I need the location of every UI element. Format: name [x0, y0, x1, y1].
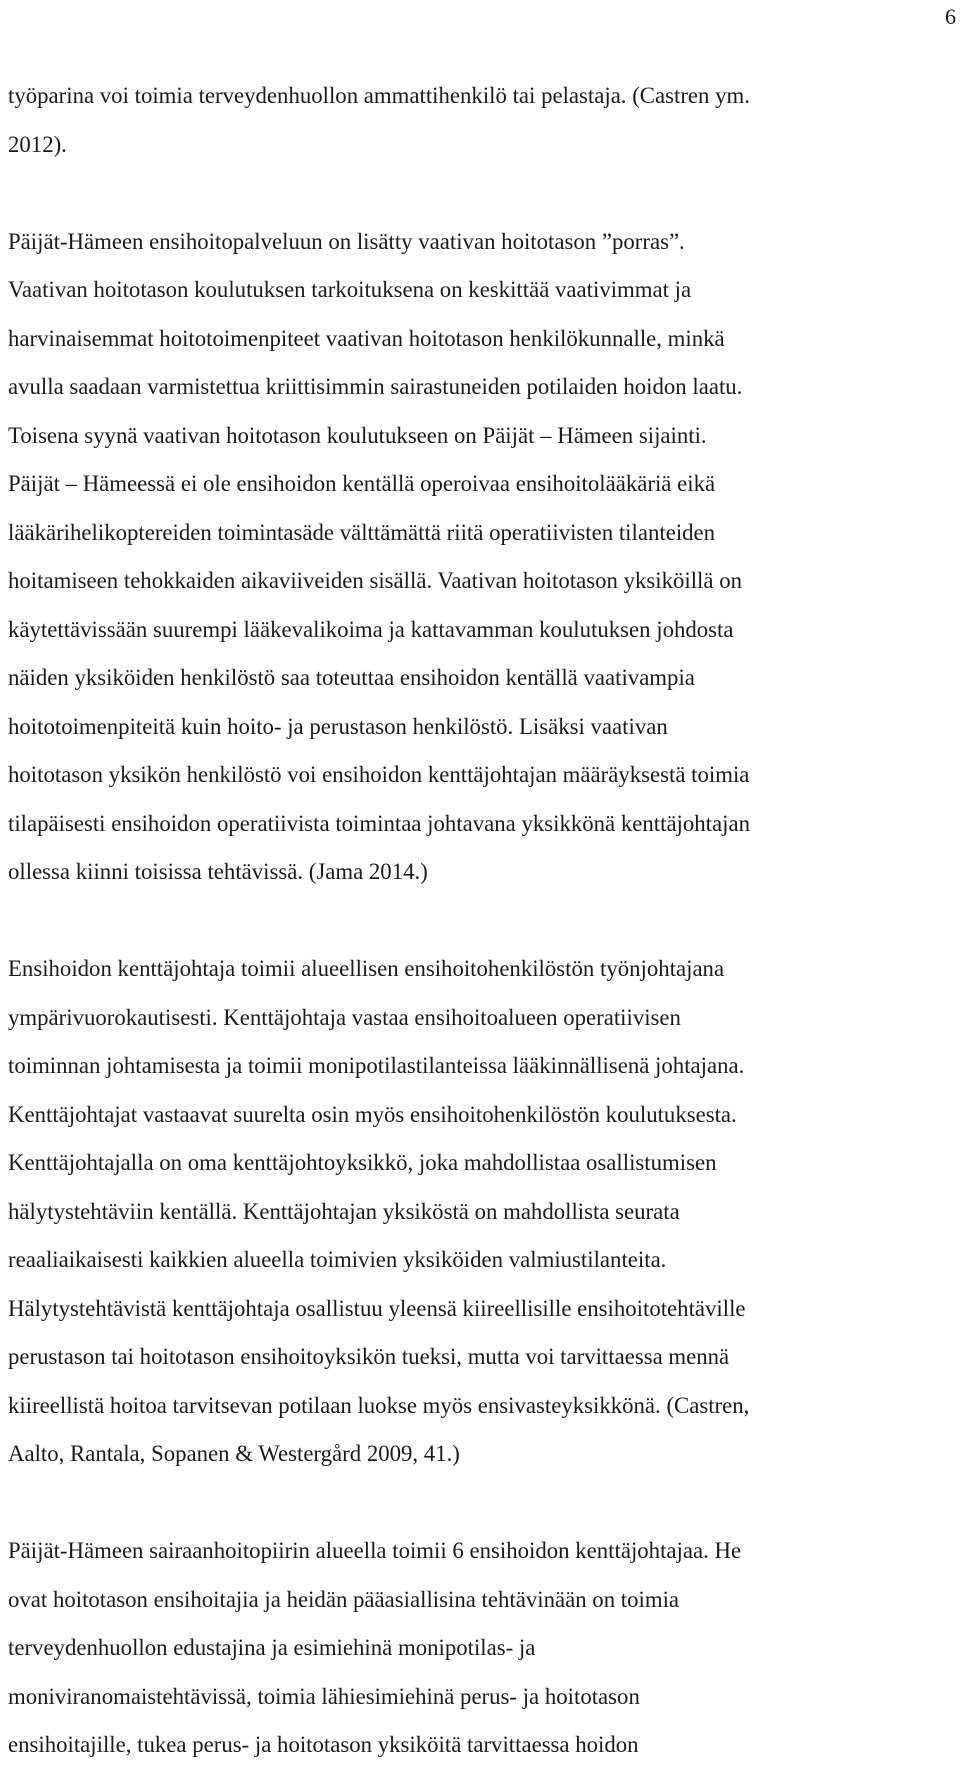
- text-line: hoitotason yksikön henkilöstö voi ensihoidon kenttäjohtajan määräyksestä toimia: [8, 762, 750, 787]
- text-line: Päijät-Hämeen ensihoitopalveluun on lisätty vaativan hoitotason ”porras”.: [8, 228, 685, 254]
- text-line: moniviranomaistehtävissä, toimia lähiesimiehinä perus- ja hoitotason: [8, 1683, 640, 1709]
- paragraph: [8, 72, 953, 169]
- paragraph: [8, 218, 953, 897]
- text-line: Ensihoidon kenttäjohtaja toimii alueellisen ensihoitohenkilöstön työnjohtajana: [8, 956, 725, 981]
- text-line: terveydenhuollon edustajina ja esimiehinä monipotilas- ja: [8, 1635, 536, 1660]
- text-line: Kenttäjohtajalla on oma kenttäjohtoyksikkö, joka mahdollistaa osallistumisen: [8, 1150, 717, 1175]
- text-line: harvinaisemmat hoitotoimenpiteet vaativan hoitotason henkilökunnalle, minkä: [8, 325, 725, 351]
- text-line: lääkärihelikoptereiden toimintasäde välttämättä riitä operatiivisten tilanteiden: [8, 519, 716, 545]
- document-body: [8, 72, 953, 1770]
- text-line: ollessa kiinni toisissa tehtävissä. (Jama 2014.): [8, 859, 428, 884]
- paragraph-gap: [8, 169, 953, 218]
- text-line: tilapäisesti ensihoidon operatiivista toimintaa johtavana yksikkönä kenttäjohtajan: [8, 810, 750, 836]
- text-line: Vaativan hoitotason koulutuksen tarkoituksena on keskittää vaativimmat ja: [8, 277, 692, 302]
- text-line: Hälytystehtävistä kenttäjohtaja osallistuu yleensä kiireellisille ensihoitotehtäville: [8, 1295, 746, 1321]
- text-line: Aalto, Rantala, Sopanen & Westergård 2009, 41.): [8, 1441, 460, 1466]
- text-line: hälytystehtäviin kentällä. Kenttäjohtajan yksiköstä on mahdollista seurata: [8, 1198, 680, 1224]
- text-line: ensihoitajille, tukea perus- ja hoitotason yksiköitä tarvittaessa hoidon: [8, 1732, 639, 1757]
- text-line: 2012).: [8, 131, 67, 157]
- text-line: Kenttäjohtajat vastaavat suurelta osin myös ensihoitohenkilöstön koulutuksesta.: [8, 1101, 737, 1127]
- text-line: kiireellistä hoitoa tarvitsevan potilaan luokse myös ensivasteyksikkönä. (Castren,: [8, 1392, 750, 1418]
- text-line: hoitamiseen tehokkaiden aikaviiveiden sisällä. Vaativan hoitotason yksiköillä on: [8, 568, 742, 593]
- text-line: hoitotoimenpiteitä kuin hoito- ja perustason henkilöstö. Lisäksi vaativan: [8, 713, 668, 739]
- page-number: 6: [945, 4, 956, 29]
- text-line: Päijät-Hämeen sairaanhoitopiirin alueella toimii 6 ensihoidon kenttäjohtajaa. He: [8, 1538, 742, 1563]
- text-line: avulla saadaan varmistettua kriittisimmin sairastuneiden potilaiden hoidon laatu.: [8, 374, 743, 399]
- paragraph: [8, 945, 953, 1479]
- text-line: ovat hoitotason ensihoitajia ja heidän pääasiallisina tehtävinään on toimia: [8, 1586, 680, 1612]
- text-line: työparina voi toimia terveydenhuollon ammattihenkilö tai pelastaja. (Castren ym.: [8, 83, 750, 108]
- paragraph-gap: [8, 1479, 953, 1528]
- text-line: reaaliaikaisesti kaikkien alueella toimivien yksiköiden valmiustilanteita.: [8, 1247, 667, 1272]
- paragraph: [8, 1527, 953, 1770]
- text-line: ympärivuorokautisesti. Kenttäjohtaja vastaa ensihoitoalueen operatiivisen: [8, 1004, 681, 1030]
- text-line: perustason tai hoitotason ensihoitoyksikön tueksi, mutta voi tarvittaessa mennä: [8, 1344, 730, 1369]
- text-line: Päijät – Hämeessä ei ole ensihoidon kentällä operoivaa ensihoitolääkäriä eikä: [8, 471, 716, 496]
- text-line: käytettävissään suurempi lääkevalikoima ja kattavamman koulutuksen johdosta: [8, 616, 734, 642]
- text-line: toiminnan johtamisesta ja toimii monipotilastilanteissa lääkinnällisenä johtajana.: [8, 1053, 745, 1078]
- text-line: näiden yksiköiden henkilöstö saa toteuttaa ensihoidon kentällä vaativampia: [8, 665, 695, 690]
- text-line: Toisena syynä vaativan hoitotason koulutukseen on Päijät – Hämeen sijainti.: [8, 422, 707, 448]
- paragraph-gap: [8, 897, 953, 946]
